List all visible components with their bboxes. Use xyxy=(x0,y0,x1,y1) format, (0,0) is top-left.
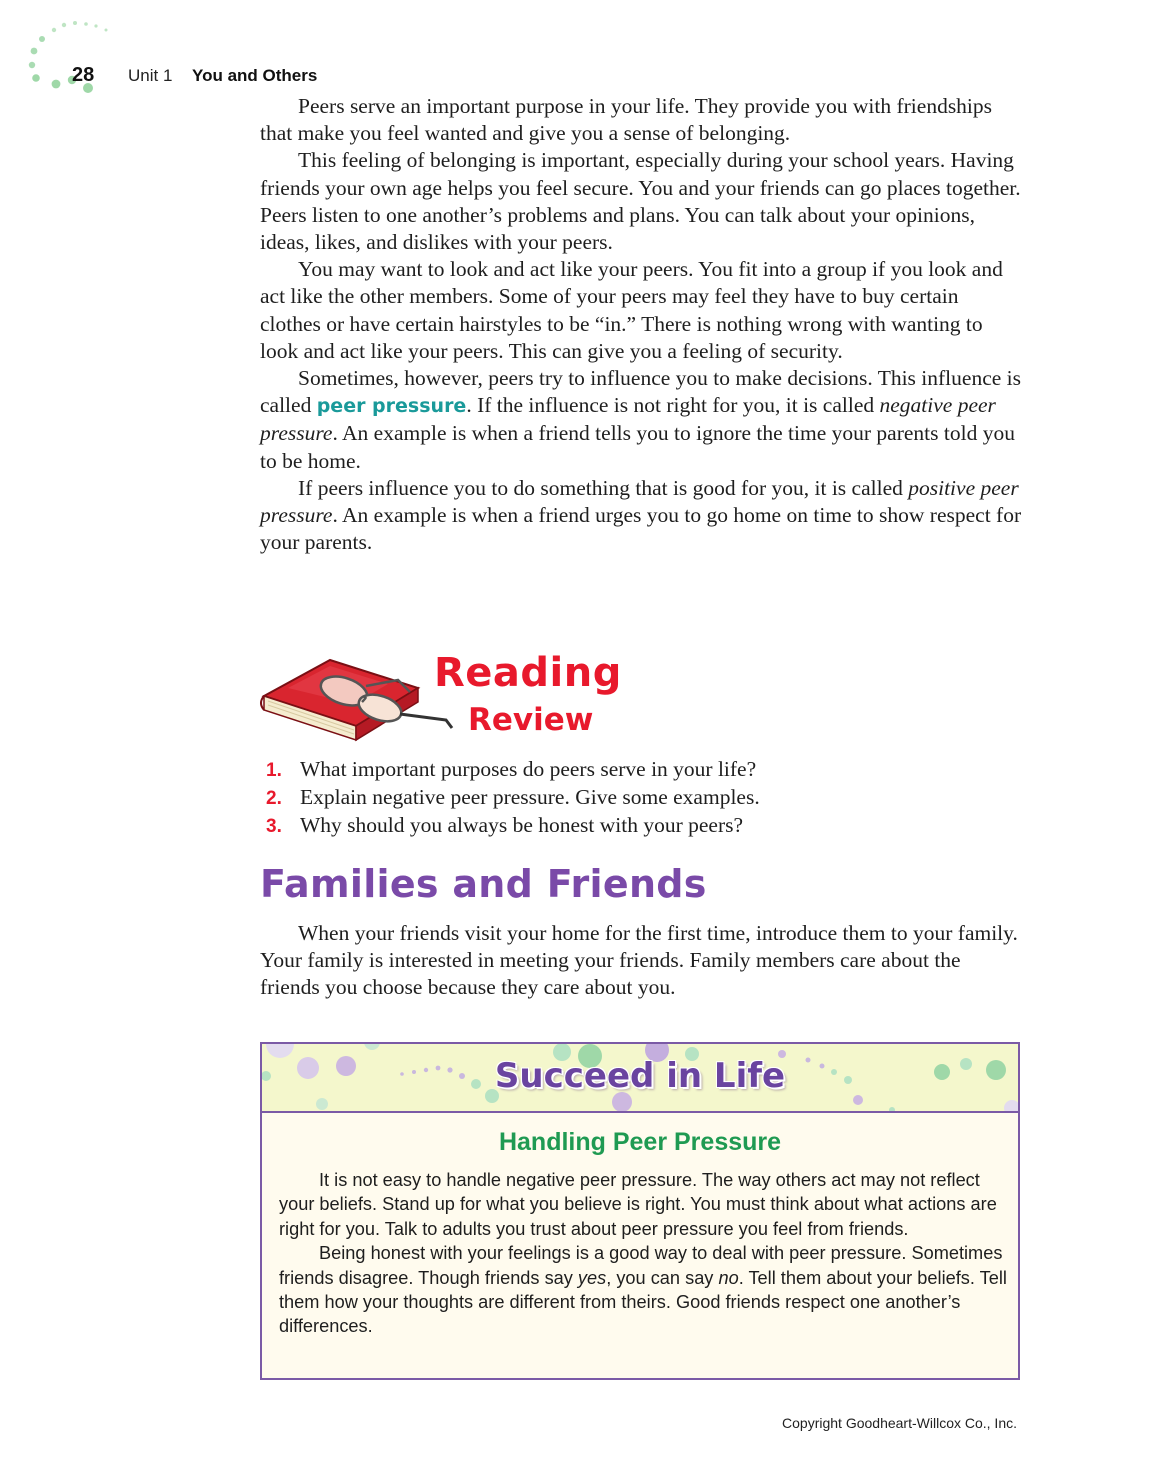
italic-negative-peer-pressure: negative peer pressure xyxy=(260,393,996,446)
succeed-paragraph-2 xyxy=(279,1241,1009,1339)
families-paragraph: When your friends visit your home for the first time, introduce them to your family. Your family is interested in meeting your friends. Family members care about the friends you choose because they care about you. xyxy=(260,921,1018,1000)
question-number: 3. xyxy=(266,816,282,838)
question-number: 2. xyxy=(266,788,282,810)
question-text: What important purposes do peers serve in your life? xyxy=(300,757,757,781)
succeed-body xyxy=(279,1168,1009,1339)
paragraph-5-text-a: If peers influence you to do something that is good for you, it is called xyxy=(298,475,909,500)
paragraph-4-text-c: . An example is when a friend tells you to ignore the time your parents told you to be home. xyxy=(260,421,1015,473)
reading-review-title-line2: Review xyxy=(468,702,594,738)
paragraph-3: You may want to look and act like your peers. You fit into a group if you look and act like the other members. Some of your peers may feel they have to buy certain clothes or have certain hairstyles to be “in.” There is nothing wrong with wanting to look and act like your peers. This can give you a feeling of security. xyxy=(260,257,1003,363)
italic-no: no xyxy=(718,1267,739,1288)
review-question-3 xyxy=(266,812,1006,840)
dots-arc-icon xyxy=(20,18,120,98)
key-term-peer-pressure: peer pressure xyxy=(316,395,467,418)
question-text: Explain negative peer pressure. Give some examples. xyxy=(300,785,760,810)
main-text xyxy=(260,93,1022,556)
review-question-2 xyxy=(266,784,1006,812)
succeed-paragraph-2-text-c: . Tell them about your beliefs. Tell them how your thoughts are different from theirs. Good friends respect one another’s differences. xyxy=(279,1267,1007,1337)
paragraph-2: This feeling of belonging is important, especially during your school years. Having friends your own age helps you feel secure. You and your friends can go places together. Peers listen to one another’s problems and plans. You can talk about your opinions, ideas, likes, and dislikes with your peers. xyxy=(260,148,1021,255)
italic-positive-peer-pressure: positive peer pressure xyxy=(260,475,1019,528)
reading-review-title-line1: Reading xyxy=(434,650,622,696)
paragraph-4-text-a: Sometimes, however, peers try to influence you to make decisions. This influence is called xyxy=(260,366,1022,418)
paragraph-4 xyxy=(260,365,1022,475)
succeed-banner xyxy=(262,1044,1018,1113)
question-number: 1. xyxy=(266,760,282,781)
succeed-in-life-title: Succeed in Life xyxy=(494,1056,786,1096)
succeed-paragraph-1: It is not easy to handle negative peer pressure. The way others act may not reflect your beliefs. Stand up for what you believe is right. You must think about what actions are right for you. Talk to adults you trust about peer pressure you feel from friends. xyxy=(279,1170,997,1239)
review-question-1 xyxy=(266,756,1006,784)
families-section-text xyxy=(260,920,1022,1002)
italic-yes: yes xyxy=(577,1267,607,1288)
page-number: 28 xyxy=(72,64,95,86)
section-heading-families-and-friends: Families and Friends xyxy=(260,862,707,906)
succeed-subtitle: Handling Peer Pressure xyxy=(498,1128,782,1156)
page-header xyxy=(20,18,440,98)
succeed-paragraph-2-text-a: Being honest with your feelings is a good way to deal with peer pressure. Sometimes friends disagree. Though friends say xyxy=(279,1243,1003,1288)
copyright-notice: Copyright Goodheart-Willcox Co., Inc. xyxy=(782,1415,1017,1431)
paragraph-4-text-b: . If the influence is not right for you, it is called xyxy=(466,393,880,418)
succeed-paragraph-2-text-b: , you can say xyxy=(606,1267,719,1288)
reading-review-header xyxy=(258,650,678,746)
paragraph-1: Peers serve an important purpose in your life. They provide you with friendships that make you feel wanted and give you a sense of belonging. xyxy=(260,94,993,146)
unit-title: You and Others xyxy=(192,66,318,85)
paragraph-5-text-b: . An example is when a friend urges you to go home on time to show respect for your parents. xyxy=(260,503,1022,555)
question-text: Why should you always be honest with your peers? xyxy=(300,813,744,838)
paragraph-5 xyxy=(260,475,1022,557)
unit-label: Unit 1 xyxy=(128,66,173,85)
reading-review-list xyxy=(266,756,1006,841)
succeed-in-life-box xyxy=(260,1042,1020,1380)
